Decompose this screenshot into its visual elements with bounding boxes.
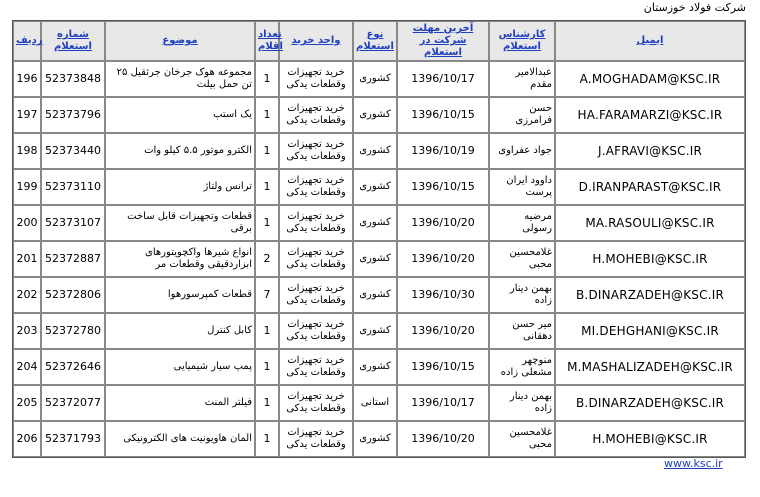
inquiry-code: 52373110 bbox=[41, 169, 105, 205]
inquiry-code: 52373107 bbox=[41, 205, 105, 241]
deadline-date: 1396/10/15 bbox=[397, 97, 489, 133]
expert-name: عبدالامیر مقدم bbox=[489, 61, 555, 97]
expert-name: منوچهر مشعلی زاده bbox=[489, 349, 555, 385]
expert-name: غلامحسین محبی bbox=[489, 421, 555, 457]
expert-name: غلامحسین محبی bbox=[489, 241, 555, 277]
table-row bbox=[13, 277, 745, 313]
header-purchase-unit: واحد خرید bbox=[279, 21, 353, 61]
email-address[interactable]: H.MOHEBI@KSC.IR bbox=[555, 241, 745, 277]
item-count: 1 bbox=[255, 61, 279, 97]
expert-name: مرضیه رسولی bbox=[489, 205, 555, 241]
header-expert: کارشناس استعلام bbox=[489, 21, 555, 61]
header-deadline: آخرین مهلت شرکت در استعلام bbox=[397, 21, 489, 61]
table-row bbox=[13, 385, 745, 421]
header-subject: موضوع bbox=[105, 21, 255, 61]
deadline-date: 1396/10/15 bbox=[397, 349, 489, 385]
purchase-unit: خرید تجهیزات وقطعات یدکی bbox=[279, 313, 353, 349]
item-count: 1 bbox=[255, 385, 279, 421]
row-number: 204 bbox=[13, 349, 41, 385]
item-count: 1 bbox=[255, 313, 279, 349]
inquiry-code: 52371793 bbox=[41, 421, 105, 457]
email-address[interactable]: H.MOHEBI@KSC.IR bbox=[555, 421, 745, 457]
expert-name: داوود ایران پرست bbox=[489, 169, 555, 205]
subject: ترانس ولتاژ bbox=[105, 169, 255, 205]
inquiry-type: کشوری bbox=[353, 349, 397, 385]
purchase-unit: خرید تجهیزات وقطعات یدکی bbox=[279, 61, 353, 97]
subject: قطعات وتجهیزات قابل ساخت برقی bbox=[105, 205, 255, 241]
purchase-unit: خرید تجهیزات وقطعات یدکی bbox=[279, 205, 353, 241]
subject: فیلتر المنت bbox=[105, 385, 255, 421]
deadline-date: 1396/10/19 bbox=[397, 133, 489, 169]
purchase-unit: خرید تجهیزات وقطعات یدکی bbox=[279, 277, 353, 313]
subject: یک استپ bbox=[105, 97, 255, 133]
row-number: 198 bbox=[13, 133, 41, 169]
header-inquiry-type: نوع استعلام bbox=[353, 21, 397, 61]
inquiry-type: استانی bbox=[353, 385, 397, 421]
purchase-unit: خرید تجهیزات وقطعات یدکی bbox=[279, 133, 353, 169]
inquiry-table bbox=[12, 20, 746, 458]
deadline-date: 1396/10/17 bbox=[397, 385, 489, 421]
row-number: 196 bbox=[13, 61, 41, 97]
table-row bbox=[13, 241, 745, 277]
email-address[interactable]: J.AFRAVI@KSC.IR bbox=[555, 133, 745, 169]
purchase-unit: خرید تجهیزات وقطعات یدکی bbox=[279, 421, 353, 457]
inquiry-type: کشوری bbox=[353, 205, 397, 241]
table-row bbox=[13, 169, 745, 205]
inquiry-code: 52372780 bbox=[41, 313, 105, 349]
deadline-date: 1396/10/17 bbox=[397, 61, 489, 97]
deadline-date: 1396/10/20 bbox=[397, 205, 489, 241]
expert-name: جواد عفراوی bbox=[489, 133, 555, 169]
header-email: ایمیل bbox=[555, 21, 745, 61]
expert-name: بهمن دینار زاده bbox=[489, 385, 555, 421]
subject: مجموعه هوک جرخان جرثقیل ۲۵ تن حمل بیلت bbox=[105, 61, 255, 97]
row-number: 201 bbox=[13, 241, 41, 277]
deadline-date: 1396/10/20 bbox=[397, 421, 489, 457]
inquiry-type: کشوری bbox=[353, 133, 397, 169]
purchase-unit: خرید تجهیزات وقطعات یدکی bbox=[279, 385, 353, 421]
email-address[interactable]: A.MOGHADAM@KSC.IR bbox=[555, 61, 745, 97]
inquiry-table-container bbox=[12, 20, 744, 458]
header-inquiry-code: شماره استعلام bbox=[41, 21, 105, 61]
purchase-unit: خرید تجهیزات وقطعات یدکی bbox=[279, 97, 353, 133]
inquiry-type: کشوری bbox=[353, 277, 397, 313]
inquiry-type: کشوری bbox=[353, 421, 397, 457]
row-number: 203 bbox=[13, 313, 41, 349]
expert-name: حسن فرامرزی bbox=[489, 97, 555, 133]
email-address[interactable]: D.IRANPARAST@KSC.IR bbox=[555, 169, 745, 205]
inquiry-code: 52372887 bbox=[41, 241, 105, 277]
header-row bbox=[13, 21, 745, 61]
row-number: 197 bbox=[13, 97, 41, 133]
email-address[interactable]: B.DINARZADEH@KSC.IR bbox=[555, 385, 745, 421]
website-link[interactable]: www.ksc.ir bbox=[664, 457, 723, 470]
inquiry-type: کشوری bbox=[353, 169, 397, 205]
subject: پمپ سیار شیمیایی bbox=[105, 349, 255, 385]
table-row bbox=[13, 133, 745, 169]
deadline-date: 1396/10/30 bbox=[397, 277, 489, 313]
table-row bbox=[13, 205, 745, 241]
row-number: 206 bbox=[13, 421, 41, 457]
email-address[interactable]: M.MASHALIZADEH@KSC.IR bbox=[555, 349, 745, 385]
inquiry-type: کشوری bbox=[353, 313, 397, 349]
subject: المان هاویونیت های الکترونیکی bbox=[105, 421, 255, 457]
email-address[interactable]: MI.DEHGHANI@KSC.IR bbox=[555, 313, 745, 349]
row-number: 202 bbox=[13, 277, 41, 313]
subject: انواع شیرها واکچویتورهای ابزاردقیقی وقطعات مر bbox=[105, 241, 255, 277]
inquiry-code: 52373440 bbox=[41, 133, 105, 169]
item-count: 1 bbox=[255, 205, 279, 241]
subject: الکترو موتور ۵.۵ کیلو وات bbox=[105, 133, 255, 169]
inquiry-code: 52373796 bbox=[41, 97, 105, 133]
item-count: 1 bbox=[255, 97, 279, 133]
email-address[interactable]: B.DINARZADEH@KSC.IR bbox=[555, 277, 745, 313]
deadline-date: 1396/10/15 bbox=[397, 169, 489, 205]
inquiry-type: کشوری bbox=[353, 241, 397, 277]
table-row bbox=[13, 97, 745, 133]
table-row bbox=[13, 313, 745, 349]
purchase-unit: خرید تجهیزات وقطعات یدکی bbox=[279, 241, 353, 277]
table-row bbox=[13, 349, 745, 385]
inquiry-type: کشوری bbox=[353, 61, 397, 97]
company-name: شرکت فولاد خوزستان bbox=[643, 1, 746, 14]
row-number: 199 bbox=[13, 169, 41, 205]
deadline-date: 1396/10/20 bbox=[397, 241, 489, 277]
table-row bbox=[13, 61, 745, 97]
purchase-unit: خرید تجهیزات وقطعات یدکی bbox=[279, 169, 353, 205]
inquiry-code: 52373848 bbox=[41, 61, 105, 97]
expert-name: میر حسن دهقانی bbox=[489, 313, 555, 349]
subject: کابل کنترل bbox=[105, 313, 255, 349]
item-count: 1 bbox=[255, 133, 279, 169]
item-count: 1 bbox=[255, 169, 279, 205]
inquiry-code: 52372077 bbox=[41, 385, 105, 421]
table-row bbox=[13, 421, 745, 457]
header-qty: تعداد اقلام bbox=[255, 21, 279, 61]
item-count: 2 bbox=[255, 241, 279, 277]
expert-name: بهمن دینار زاده bbox=[489, 277, 555, 313]
deadline-date: 1396/10/20 bbox=[397, 313, 489, 349]
item-count: 1 bbox=[255, 421, 279, 457]
row-number: 200 bbox=[13, 205, 41, 241]
item-count: 7 bbox=[255, 277, 279, 313]
email-address[interactable]: MA.RASOULI@KSC.IR bbox=[555, 205, 745, 241]
inquiry-type: کشوری bbox=[353, 97, 397, 133]
email-address[interactable]: HA.FARAMARZI@KSC.IR bbox=[555, 97, 745, 133]
subject: قطعات کمپرسورهوا bbox=[105, 277, 255, 313]
inquiry-code: 52372646 bbox=[41, 349, 105, 385]
item-count: 1 bbox=[255, 349, 279, 385]
purchase-unit: خرید تجهیزات وقطعات یدکی bbox=[279, 349, 353, 385]
header-row-num: ردیف bbox=[13, 21, 41, 61]
row-number: 205 bbox=[13, 385, 41, 421]
inquiry-code: 52372806 bbox=[41, 277, 105, 313]
